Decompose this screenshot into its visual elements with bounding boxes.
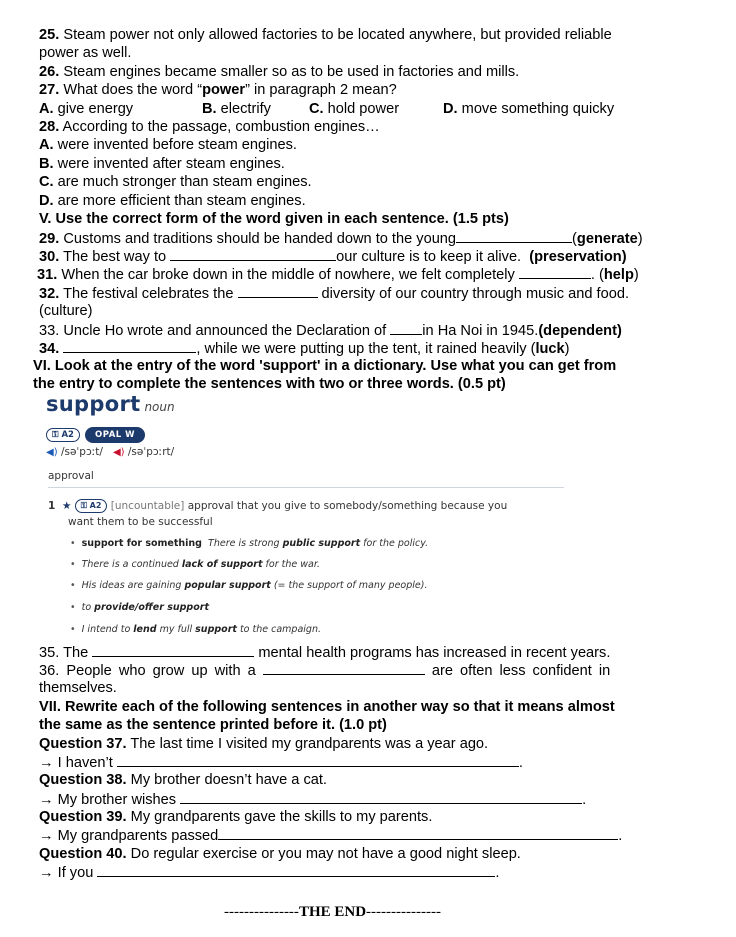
question-text: Steam power not only allowed factories to be located anywhere, but provided reliable xyxy=(63,27,612,43)
section-vii-heading: VII. Rewrite each of the following sentences in another way so that it means almost xyxy=(39,699,615,715)
headword: support noun xyxy=(46,392,175,416)
speaker-us-icon[interactable]: ◀) xyxy=(112,447,125,458)
level-badge: ⚿ A2 xyxy=(46,428,80,442)
divider xyxy=(48,487,564,488)
question-28-option-d: D. are more efficient than steam engines. xyxy=(39,193,306,209)
question-36-cont: themselves. xyxy=(39,680,117,696)
section-v-heading: V. Use the correct form of the word given in each sentence. (1.5 pts) xyxy=(39,211,509,227)
question-32: 32. The festival celebrates the diversity of our country through music and food. xyxy=(39,286,629,302)
question-39: Question 39. My grandparents gave the skills to my parents. xyxy=(39,809,433,825)
answer-line xyxy=(97,863,495,877)
sense-1-def-cont: want them to be successful xyxy=(68,516,213,528)
sense-1: 1 ★ ⚿ A2 [uncountable] approval that you give to somebody/something because you xyxy=(48,500,508,512)
example-1: • support for something There is strong public support for the policy. xyxy=(70,538,429,549)
option-c: C. hold power xyxy=(309,101,400,117)
example-4: • to provide/offer support xyxy=(70,602,209,613)
answer-line xyxy=(117,753,519,767)
question-31: 31. When the car broke down in the middle of nowhere, we felt completely . (help) xyxy=(37,267,639,283)
sense-level-badge: ⚿ A2 xyxy=(75,499,108,513)
question-32-cue: (culture) xyxy=(39,303,93,319)
question-27: 27. What does the word “power” in paragraph 2 mean? xyxy=(39,82,397,98)
question-28: 28. According to the passage, combustion engines… xyxy=(39,119,380,135)
sense-label: approval xyxy=(48,470,94,482)
star-icon: ★ xyxy=(62,500,72,512)
pronunciations: ◀) /səˈpɔːt/ ◀) /səˈpɔːrt/ xyxy=(46,446,175,458)
answer-line xyxy=(180,790,582,804)
question-number: 25. xyxy=(39,27,60,43)
question-38-answer: → My brother wishes . xyxy=(39,792,587,808)
question-34: 34. , while we were putting up the tent, it rained heavily (luck) xyxy=(39,341,570,357)
option-d: D. move something quicky xyxy=(443,101,615,117)
question-38: Question 38. My brother doesn’t have a cat. xyxy=(39,772,327,788)
question-29: 29. Customs and traditions should be handed down to the young (generate) xyxy=(39,231,643,247)
answer-blank xyxy=(170,247,336,261)
question-28-option-b: B. were invented after steam engines. xyxy=(39,156,285,172)
option-b: B. electrify xyxy=(202,101,271,117)
question-25 xyxy=(39,26,612,44)
question-36: 36. People who grow up with a are often less confident in xyxy=(39,663,611,679)
answer-line xyxy=(218,826,618,840)
answer-blank xyxy=(63,339,196,353)
speaker-uk-icon[interactable]: ◀) xyxy=(46,447,58,458)
answer-blank xyxy=(263,661,425,675)
question-26: 26. Steam engines became smaller so as to be used in factories and mills. xyxy=(39,64,520,80)
answer-blank xyxy=(519,265,591,279)
key-icon: ⚿ xyxy=(80,501,87,510)
question-40-answer: → If you . xyxy=(39,865,500,881)
answer-blank xyxy=(238,284,318,298)
question-37: Question 37. The last time I visited my grandparents was a year ago. xyxy=(39,736,489,752)
section-vii-heading-cont: the same as the sentence printed before it. (1.0 pt) xyxy=(39,717,387,733)
question-28-option-c: C. are much stronger than steam engines. xyxy=(39,174,312,190)
answer-blank xyxy=(390,321,422,335)
question-39-answer: → My grandparents passed . xyxy=(39,828,623,844)
question-25-cont: power as well. xyxy=(39,45,132,61)
option-a: A. give energy xyxy=(39,101,134,117)
question-37-answer: → I haven’t . xyxy=(39,755,523,771)
answer-blank xyxy=(456,229,572,243)
answer-blank xyxy=(92,643,254,657)
section-vi-heading: VI. Look at the entry of the word 'support' in a dictionary. Use what you can get from xyxy=(33,358,617,374)
example-3: • His ideas are gaining popular support (= the support of many people). xyxy=(70,580,428,591)
part-of-speech: noun xyxy=(144,400,175,414)
the-end: ---------------THE END--------------- xyxy=(224,904,441,920)
key-icon: ⚿ xyxy=(52,429,59,440)
question-35: 35. The mental health programs has increased in recent years. xyxy=(39,645,611,661)
level-badges xyxy=(46,424,145,443)
question-30: 30. The best way to our culture is to keep it alive. (preservation) xyxy=(39,249,627,265)
opal-badge: OPAL W xyxy=(85,427,145,443)
question-40: Question 40. Do regular exercise or you may not have a good night sleep. xyxy=(39,846,521,862)
question-28-option-a: A. were invented before steam engines. xyxy=(39,137,297,153)
example-2: • There is a continued lack of support for the war. xyxy=(70,559,320,570)
example-5: • I intend to lend my full support to the campaign. xyxy=(70,624,321,635)
question-33: 33. Uncle Ho wrote and announced the Declaration of in Ha Noi in 1945.(dependent) xyxy=(39,323,622,339)
section-vi-heading-cont: the entry to complete the sentences with two or three words. (0.5 pt) xyxy=(33,376,506,392)
question-27-options xyxy=(39,100,614,118)
